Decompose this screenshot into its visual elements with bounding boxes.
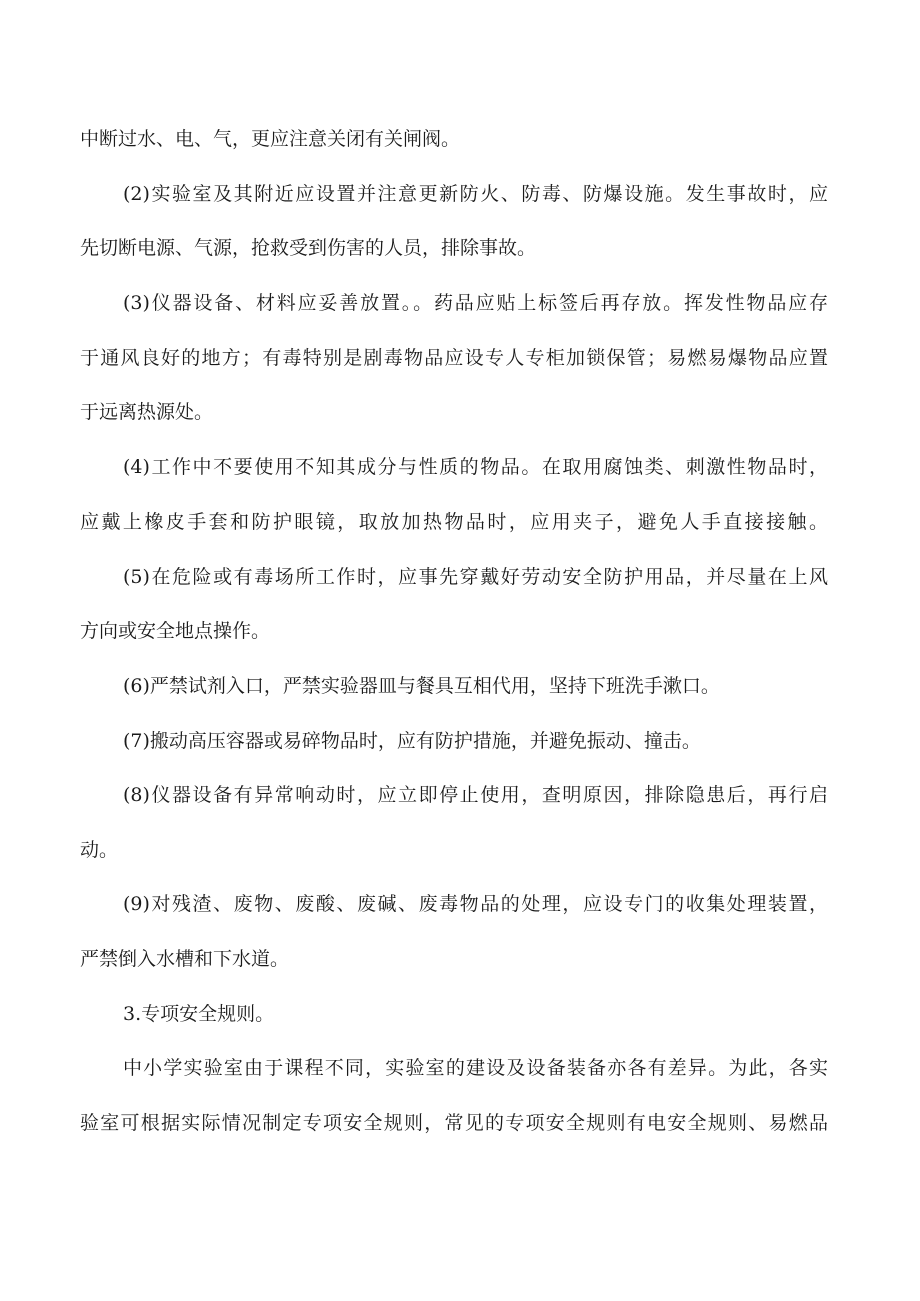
- text-line: (7)搬动高压容器或易碎物品时，应有防护措施，并避免振动、撞击。: [123, 730, 701, 752]
- text-line: (5)在危险或有毒场所工作时，应事先穿戴好劳动安全防护用品，并尽量在上风: [123, 566, 828, 588]
- text-line: 先切断电源、气源，抢救受到伤害的人员，排除事故。: [80, 237, 537, 259]
- text-line: (9)对残渣、废物、废酸、废碱、废毒物品的处理，应设专门的收集处理装置，: [123, 893, 828, 915]
- text-line: (6)严禁试剂入口，严禁实验器皿与餐具互相代用，坚持下班洗手漱口。: [123, 675, 720, 697]
- text-line: 于通风良好的地方；有毒特别是剧毒物品应设专人专柜加锁保管；易燃易爆物品应置: [80, 347, 828, 369]
- section-heading: 3.专项安全规则。: [123, 1003, 275, 1025]
- text-line: 严禁倒入水槽和下水道。: [80, 948, 290, 970]
- text-line: 中断过水、电、气，更应注意关闭有关闸阀。: [80, 128, 461, 150]
- text-line: 方向或安全地点操作。: [80, 620, 271, 642]
- text-line: (3)仪器设备、材料应妥善放置。。药品应贴上标签后再存放。挥发性物品应存: [123, 292, 828, 314]
- text-line: (2)实验室及其附近应设置并注意更新防火、防毒、防爆设施。发生事故时，应: [123, 183, 828, 205]
- text-line: 于远离热源处。: [80, 401, 214, 423]
- text-line: 动。: [80, 839, 119, 861]
- text-line: 中小学实验室由于课程不同，实验室的建设及设备装备亦各有差异。为此，各实: [123, 1057, 828, 1079]
- text-line: 应戴上橡皮手套和防护眼镜，取放加热物品时，应用夹子，避免人手直接接触。: [80, 511, 828, 533]
- text-line: (8)仪器设备有异常响动时，应立即停止使用，查明原因，排除隐患后，再行启: [123, 784, 828, 806]
- text-line: (4)工作中不要使用不知其成分与性质的物品。在取用腐蚀类、刺激性物品时，: [123, 456, 828, 478]
- text-line: 验室可根据实际情况制定专项安全规则，常见的专项安全规则有电安全规则、易燃品: [80, 1112, 828, 1134]
